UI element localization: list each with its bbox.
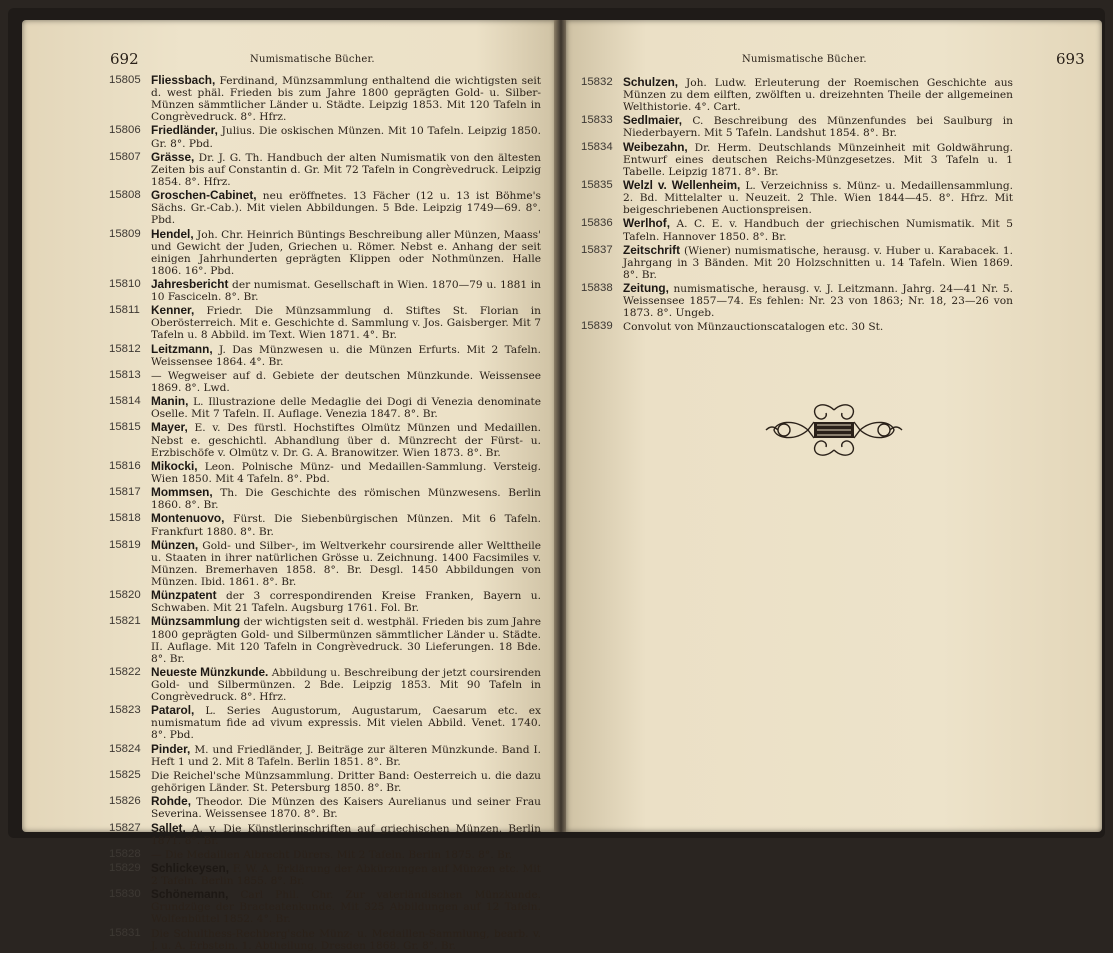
entry-text	[151, 395, 541, 420]
catalog-entry	[581, 179, 1013, 216]
entry-number: 15811	[109, 304, 140, 317]
entry-number: 15834	[581, 140, 613, 153]
entry-number: 15827	[109, 821, 141, 834]
entry-description: Joh. Chr. Heinrich Büntings Beschreibung aller Münzen, Maass' und Gewicht der Juden, Griechen u. Römer. Nebst e. Anhang der seit einigen Jahrhunderten geprägten Klippen oder Nothmünzen. Halle 1806. 16°. Pbd.	[151, 228, 542, 277]
entry-number: 15820	[109, 589, 141, 602]
entry-number: 15832	[581, 76, 613, 88]
entry-number: 15818	[109, 512, 141, 525]
entry-text	[151, 460, 541, 485]
catalog-entry	[581, 320, 1013, 333]
entry-number: 15836	[581, 217, 613, 230]
entry-author: Münzpatent	[151, 588, 217, 603]
entry-number: 15814	[109, 395, 141, 408]
entry-description: Fürst. Die Siebenbürgischen Münzen. Mit 6 Tafeln. Frankfurt 1880. 8°. Br.	[151, 513, 541, 538]
entry-text	[151, 822, 541, 847]
entry-author: Rohde,	[151, 794, 191, 809]
entry-number: 15837	[581, 243, 613, 256]
entry-number: 15830	[109, 888, 141, 901]
entry-number: 15825	[109, 768, 141, 781]
entry-description: L. Illustrazione delle Medaglie dei Dogi di Venezia denominate Oselle. Mit 7 Tafeln. II. Auflage. Venezia 1847. 8°. Br.	[151, 396, 541, 421]
entry-number: 15815	[109, 421, 141, 434]
entry-author: Welzl v. Wellenheim,	[623, 178, 741, 193]
entry-text	[151, 539, 541, 588]
entry-text	[151, 615, 541, 664]
entry-description: L. Verzeichniss s. Münz- u. Medaillensammlung. 2. Bd. Mittelalter u. Neuzeit. 2 Thle. Wien 1844—45. 8°. Hfrz. Mit beigeschriebenen Auctionspreisen.	[623, 180, 1013, 217]
entry-author: Mayer,	[151, 420, 188, 435]
catalog-entry	[109, 512, 541, 537]
catalog-entry	[109, 539, 541, 588]
entry-number: 15821	[109, 615, 141, 628]
entry-description: Ferdinand, Münzsammlung enthaltend die wichtigsten seit d. west phäl. Frieden bis zum Jahre 1800 geprägten Gold- u. Silber-Münzen sämmtlicher Länder u. Städte. Leipzig 1853. Mit 120 Tafeln in Congrèvedruck. 8°. Hfrz.	[151, 75, 541, 124]
catalog-entry	[109, 278, 541, 303]
entry-description: — Wegweiser auf d. Gebiete der deutschen Münzkunde. Weissensee 1869. 8°. Lwd.	[151, 369, 541, 394]
entry-description: F. W. A. Erklärung der Abkürzungen auf Münzen etc. Mit 2 Tafeln. Berlin 1855. 8°. Br.	[151, 862, 541, 888]
entry-author: Groschen-Cabinet,	[151, 188, 257, 203]
entry-description: (Wiener) numismatische, herausg. v. Huber u. Karabacek. 1. Jahrgang in 3 Bänden. Mit 20 Holzschnitten u. 14 Tafeln. Wien 1869. 8°. Br.	[623, 244, 1013, 281]
entry-description: L. Series Augustorum, Augustarum, Caesarum etc. ex numismatum fide ad vivum expressis. Mit vielen Abbild. Venet. 1740. 8°. Pbd.	[151, 705, 541, 742]
catalog-entry	[109, 151, 541, 188]
entry-number: 15809	[109, 227, 141, 240]
entry-number: 15817	[109, 486, 141, 499]
catalog-entry	[109, 369, 541, 394]
entry-text	[151, 278, 541, 303]
catalog-entry	[109, 189, 541, 226]
entry-description: A. v. Die Künstlerinschriften auf griechischen Münzen. Berlin 1871. 8°. Br.	[151, 822, 541, 847]
entry-author: Jahresbericht	[151, 276, 229, 291]
entry-text	[623, 141, 1013, 178]
entry-number: 15826	[109, 795, 141, 808]
entry-text	[151, 704, 541, 741]
entry-description: C. Beschreibung des Münzenfundes bei Saulburg in Niederbayern. Mit 5 Tafeln. Landshut 1854. 8°. Br.	[623, 115, 1013, 140]
entry-description: E. v. Des fürstl. Hochstiftes Olmütz Münzen und Medaillen. Nebst e. geschichtl. Abhandlung über d. Münzrecht der Fürst- u. Erzbischöfe v. Olmütz v. Dr. G. A. Branowitzer. Wien 1873. 8°. Br.	[151, 422, 541, 459]
entry-author: Fliessbach,	[151, 73, 216, 87]
entry-author: Sallet,	[151, 820, 186, 835]
catalog-entry	[581, 217, 1013, 242]
running-title: Numismatische Bücher.	[250, 54, 375, 65]
entry-author: Münzen,	[151, 537, 199, 552]
entry-description: Die Schulthess-Rechberg'sche Münz- u. Medaillen-Sammlung, bearb. v. J. u. A. Erbstein. 1. Abtheilung. Dresden 1868. Gr. 8°. Br.	[151, 927, 541, 952]
entry-number: 15838	[581, 282, 613, 295]
entry-number: 15828	[109, 847, 141, 860]
entry-description: Joh. Ludw. Erleuterung der Roemischen Geschichte aus Münzen zu dem eilften, zwölften u. dreizehnten Theile der allgemeinen Welthistorie. 4°. Cart.	[623, 77, 1013, 114]
entry-description: Abbildung u. Beschreibung der jetzt coursirenden Gold- und Silbermünzen. 2 Bde. Leipzig 1853. Mit 90 Tafeln in Congrèvedruck. 8°. Hfrz.	[151, 666, 541, 704]
entry-description: der 3 correspondirenden Kreise Franken, Bayern u. Schwaben. Mit 21 Tafeln. Augsburg 1761. Fol. Br.	[151, 590, 541, 615]
entry-list	[109, 74, 541, 953]
entry-description: Die Reichel'sche Münzsammlung. Dritter Band: Oesterreich u. die dazu gehörigen Länder. St. Petersburg 1850. 8°. Br.	[151, 769, 541, 795]
page-number: 693	[1056, 50, 1085, 68]
entry-author: Kenner,	[151, 303, 195, 318]
left-page	[22, 20, 556, 952]
catalog-entry	[109, 848, 541, 861]
catalog-entry	[109, 124, 541, 149]
page-number: 692	[110, 50, 139, 68]
catalog-entry	[109, 343, 541, 368]
entry-author: Mikocki,	[151, 458, 198, 473]
entry-author: Münzsammlung	[151, 614, 241, 629]
entry-number: 15810	[109, 277, 141, 290]
entry-number: 15839	[581, 320, 613, 333]
catalog-entry	[109, 395, 541, 420]
entry-description: — Die Medaillen Albrecht Dürers. Mit 2 Tafeln. Berlin 1875. 8°. Br.	[151, 848, 513, 861]
entry-text	[151, 927, 541, 952]
catalog-entry	[109, 927, 541, 952]
entry-text	[623, 179, 1013, 216]
catalog-entry	[109, 769, 541, 794]
entry-author: Leitzmann,	[151, 341, 213, 356]
entry-text	[623, 320, 1013, 333]
entry-number: 15805	[109, 74, 141, 86]
entry-text	[151, 74, 541, 123]
catalog-entry	[581, 244, 1013, 281]
catalog-entry	[109, 589, 541, 614]
entry-description: Dr. J. G. Th. Handbuch der alten Numismatik von den ältesten Zeiten bis auf Constantin d. Gr. Mit 72 Tafeln in Congrèvedruck. Leipzig 1854. 8°. Hfrz.	[151, 151, 541, 188]
catalog-entry	[109, 460, 541, 485]
entry-author: Neueste Münzkunde.	[151, 664, 269, 679]
entry-description: Julius. Die oskischen Münzen. Mit 10 Tafeln. Leipzig 1850. Gr. 8°. Pbd.	[151, 125, 541, 150]
entry-author: Friedländer,	[151, 123, 218, 138]
entry-description: A. C. E. v. Handbuch der griechischen Numismatik. Mit 5 Tafeln. Hannover 1850. 8°. Br.	[623, 218, 1013, 243]
entry-description: Th. Die Geschichte des römischen Münzwesens. Berlin 1860. 8°. Br.	[151, 487, 541, 512]
entry-number: 15819	[109, 538, 141, 551]
entry-description: Carl Phil. Chr. Zur vaterländischen Münzkunde. Grundzüge der Bracteatenkunde. Mit 325 Abbildungen auf 12 Tafeln. Wolfenbüttel 1852. 4°. Br.	[151, 889, 541, 926]
entry-author: Schulzen,	[623, 75, 679, 89]
entry-text	[151, 304, 541, 341]
entry-text	[151, 486, 541, 511]
entry-number: 15833	[581, 114, 613, 127]
entry-text	[623, 244, 1013, 281]
entry-description: Dr. Herm. Deutschlands Münzeinheit mit Goldwährung. Entwurf eines deutschen Reichs-Münzgesetzes. Mit 3 Tafeln u. 1 Tabelle. Leipzig 1871. 8°. Br.	[623, 141, 1013, 178]
entry-number: 15822	[109, 665, 141, 678]
catalog-entry	[109, 74, 541, 123]
entry-text	[151, 124, 541, 149]
entry-description: M. und Friedländer, J. Beiträge zur älteren Münzkunde. Band I. Heft 1 und 2. Mit 8 Tafeln. Berlin 1851. 8°. Br.	[151, 743, 541, 768]
entry-text	[151, 888, 541, 925]
catalog-entry	[109, 795, 541, 820]
entry-description: neu eröffnetes. 13 Fächer (12 u. 13 ist Böhme's Sächs. Gr.-Cab.). Mit vielen Abbildungen. 5 Bde. Leipzig 1749—69. 8°. Pbd.	[151, 190, 541, 227]
catalog-entry	[109, 666, 541, 703]
entry-author: Zeitung,	[623, 281, 669, 296]
catalog-entry	[109, 304, 541, 341]
entry-description: der wichtigsten seit d. westphäl. Frieden bis zum Jahre 1800 geprägten Gold- und Silbermünzen sämmtlicher Länder u. Städte. II. Auflage. Mit 120 Tafeln in Congrèvedruck. 30 Lieferungen. 18 Bde. 8°. Br.	[151, 616, 541, 665]
entry-description: der numismat. Gesellschaft in Wien. 1870—79 u. 1881 in 10 Fasciceln. 8°. Br.	[151, 278, 541, 304]
entry-text	[151, 743, 541, 768]
entry-text	[151, 795, 541, 820]
entry-list	[581, 76, 1013, 335]
catalog-entry	[581, 114, 1013, 139]
entry-author: Pinder,	[151, 741, 191, 756]
entry-text	[151, 769, 541, 794]
entry-text	[151, 343, 541, 368]
catalog-entry	[109, 822, 541, 847]
catalog-entry	[109, 228, 541, 277]
entry-text	[151, 862, 541, 887]
entry-number: 15831	[109, 926, 141, 939]
entry-text	[151, 189, 541, 226]
entry-author: Zeitschrift	[623, 242, 681, 257]
entry-text	[151, 369, 541, 394]
entry-text	[623, 282, 1013, 319]
entry-number: 15835	[581, 179, 613, 192]
entry-number: 15829	[109, 861, 141, 874]
entry-number: 15824	[109, 742, 141, 755]
entry-text	[623, 114, 1013, 139]
entry-author: Manin,	[151, 394, 189, 409]
entry-author: Hendel,	[151, 226, 194, 241]
entry-number: 15816	[109, 459, 141, 472]
entry-text	[151, 848, 541, 861]
entry-text	[623, 76, 1013, 113]
entry-description: Gold- und Silber-, im Weltverkehr coursirende aller Welttheile u. Staaten in ihrer natürlichen Grösse u. Zeichnung. 1400 Facsimiles v. Münzen. Bremerhaven 1858. 8°. Br. Desgl. 1450 Abbildungen von Münzen. Ibid. 1861. 8°. Br.	[151, 539, 541, 588]
entry-author: Montenuovo,	[151, 511, 225, 526]
entry-author: Schönemann,	[151, 887, 229, 902]
entry-number: 15813	[109, 368, 141, 381]
entry-description: Theodor. Die Münzen des Kaisers Aurelianus und seiner Frau Severina. Weissensee 1870. 8°. Br.	[151, 796, 541, 821]
entry-text	[151, 589, 541, 614]
entry-number: 15823	[109, 704, 141, 717]
entry-text	[151, 151, 541, 188]
entry-author: Patarol,	[151, 703, 195, 718]
entry-text	[151, 421, 541, 458]
entry-text	[151, 228, 541, 277]
entry-description: numismatische, herausg. v. J. Leitzmann. Jahrg. 24—41 Nr. 5. Weissensee 1857—74. Es fehlen: Nr. 23 von 1863; Nr. 18, 23—26 von 1873. 8°. Ungeb.	[623, 283, 1013, 320]
catalog-entry	[109, 888, 541, 925]
right-page	[566, 20, 1102, 832]
catalog-entry	[581, 282, 1013, 319]
entry-text	[623, 217, 1013, 242]
entry-number: 15806	[109, 124, 141, 137]
catalog-entry	[581, 141, 1013, 178]
catalog-entry	[109, 486, 541, 511]
entry-number: 15812	[109, 342, 141, 355]
vignette-ornament-icon	[764, 400, 904, 460]
catalog-entry	[109, 421, 541, 458]
entry-text	[151, 512, 541, 537]
entry-description: J. Das Münzwesen u. die Münzen Erfurts. Mit 2 Tafeln. Weissensee 1864. 4°. Br.	[151, 343, 541, 368]
running-title: Numismatische Bücher.	[742, 54, 867, 65]
entry-number: 15808	[109, 189, 141, 202]
entry-description: Leon. Polnische Münz- und Medaillen-Sammlung. Versteig. Wien 1850. Mit 4 Tafeln. 8°. Pbd.	[151, 460, 541, 485]
catalog-entry	[109, 862, 541, 887]
entry-text	[151, 666, 541, 703]
entry-author: Grässe,	[151, 149, 195, 164]
entry-author: Schlickeysen,	[151, 860, 230, 875]
entry-author: Werlhof,	[623, 216, 670, 231]
catalog-entry	[109, 704, 541, 741]
catalog-entry	[109, 615, 541, 664]
catalog-entry	[109, 743, 541, 768]
entry-description: Convolut von Münzauctionscatalogen etc. 30 St.	[623, 321, 884, 334]
entry-description: Friedr. Die Münzsammlung d. Stiftes St. Florian in Oberösterreich. Mit e. Geschichte d. Sammlung v. Jos. Gaisberger. Mit 7 Tafeln u. 8 Abbild. im Text. Wien 1871. 4°. Br.	[151, 305, 541, 342]
entry-author: Mommsen,	[151, 485, 213, 500]
entry-number: 15807	[109, 150, 141, 163]
catalog-entry	[581, 76, 1013, 113]
entry-author: Weibezahn,	[623, 139, 688, 154]
entry-author: Sedlmaier,	[623, 113, 683, 128]
